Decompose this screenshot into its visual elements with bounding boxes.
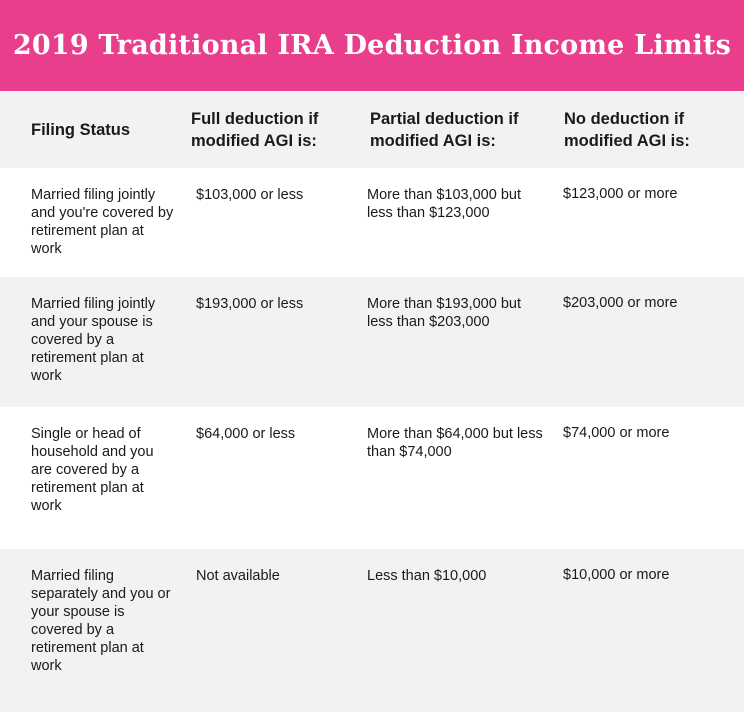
cell-filing-status: Married filing jointly and your spouse is covered by a retirement plan at work <box>31 296 156 384</box>
ira-limits-table <box>0 91 744 712</box>
cell-filing-status: Single or head of household and you are covered by a retirement plan at work <box>31 426 154 514</box>
cell-full-deduction: $193,000 or less <box>196 296 304 312</box>
cell-no-deduction: $74,000 or more <box>563 425 670 441</box>
cell-partial-deduction: More than $64,000 but less than $74,000 <box>367 426 543 460</box>
table-row <box>0 277 744 407</box>
title-banner <box>0 0 744 91</box>
header-partial-deduction: Partial deduction if modified AGI is: <box>370 109 519 150</box>
page-title: 2019 Traditional IRA Deduction Income Limits <box>12 30 732 61</box>
table-row <box>0 549 744 712</box>
cell-partial-deduction: More than $193,000 but less than $203,000 <box>367 296 521 330</box>
header-filing-status: Filing Status <box>31 120 130 139</box>
table-row <box>0 168 744 277</box>
cell-filing-status: Married filing jointly and you're covered by retirement plan at work <box>31 187 174 257</box>
cell-no-deduction: $123,000 or more <box>563 186 678 202</box>
cell-partial-deduction: More than $103,000 but less than $123,000 <box>367 187 521 221</box>
cell-no-deduction: $10,000 or more <box>563 567 670 583</box>
cell-filing-status: Married filing separately and you or your spouse is covered by a retirement plan at work <box>31 568 171 674</box>
cell-partial-deduction: Less than $10,000 <box>367 568 487 584</box>
header-no-deduction: No deduction if modified AGI is: <box>564 109 690 150</box>
table-row <box>0 407 744 549</box>
cell-full-deduction: Not available <box>196 568 280 584</box>
cell-no-deduction: $203,000 or more <box>563 295 678 311</box>
cell-full-deduction: $103,000 or less <box>196 187 304 203</box>
header-full-deduction: Full deduction if modified AGI is: <box>191 109 319 150</box>
table-header-row <box>0 91 744 168</box>
cell-full-deduction: $64,000 or less <box>196 426 296 442</box>
